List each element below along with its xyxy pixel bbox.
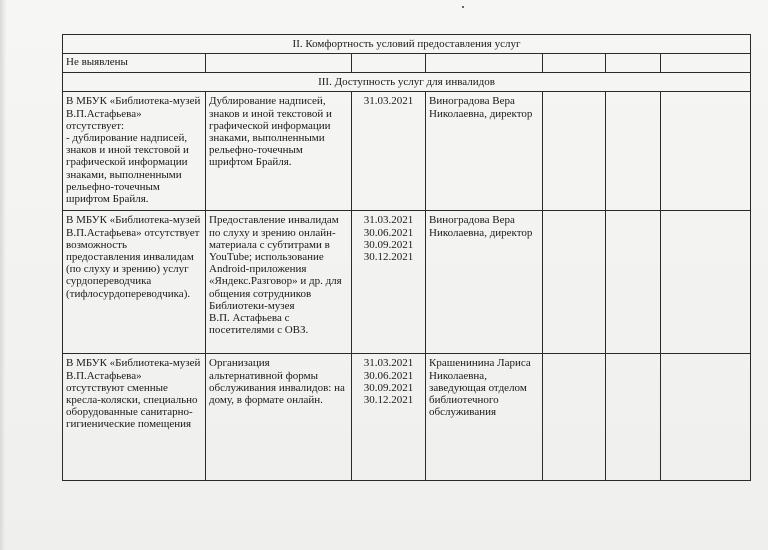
cell-empty <box>206 54 352 73</box>
cell-empty <box>543 92 606 211</box>
text-line: В.П. Астафьева с <box>209 312 290 325</box>
text-line: дому, в формате онлайн. <box>209 394 323 407</box>
cell-empty <box>661 54 751 73</box>
text-line: (по слуху и зрению) услуг <box>66 263 189 276</box>
date-line: 30.06.2021 <box>363 226 414 239</box>
table-row <box>63 92 751 211</box>
section-2-header-row <box>63 35 751 54</box>
text-line: по слуху и зрению онлайн- <box>209 226 336 239</box>
deficiency-cell <box>63 211 206 354</box>
cell-empty <box>543 54 606 73</box>
text-line: В МБУК «Библиотека-музей <box>66 95 201 108</box>
report-table <box>62 34 751 481</box>
text-line: сурдопереводчика <box>66 275 152 288</box>
responsible-cell <box>426 92 543 211</box>
text-line: обслуживания <box>429 406 497 419</box>
text-line: Предоставление инвалидам <box>209 214 339 227</box>
text-line: рельефно-точечным <box>66 180 160 193</box>
date-line: 30.09.2021 <box>363 381 414 394</box>
text-line: общения сотрудников <box>209 287 312 300</box>
text-line: Android-приложения <box>209 263 307 276</box>
text-line: (тифлосурдопереводчика). <box>66 287 191 300</box>
cell-empty <box>606 92 661 211</box>
text-line: знаков и иной текстовой и <box>209 107 332 120</box>
text-line: Николаевна, директор <box>429 226 533 239</box>
text-line: В.П.Астафьева» <box>66 107 142 120</box>
text-line: кресла-коляски, специально <box>66 394 198 407</box>
text-line: материала с субтитрами в <box>209 238 330 251</box>
date-line: 31.03.2021 <box>363 357 414 370</box>
date-line: 30.09.2021 <box>363 238 414 251</box>
text-line: Крашенинина Лариса <box>429 357 531 370</box>
date-line: 31.03.2021 <box>363 95 414 108</box>
text-line: графической информации <box>66 156 188 169</box>
measure-cell <box>206 354 352 481</box>
text-line: гигиенические помещения <box>66 418 192 431</box>
cell-empty <box>352 54 426 73</box>
measure-cell <box>206 92 352 211</box>
table-row <box>63 354 751 481</box>
cell-empty <box>606 211 661 354</box>
text-line: Библиотеки-музея <box>209 299 295 312</box>
text-line: шрифтом Брайля. <box>66 193 149 206</box>
text-line: альтернативной формы <box>209 369 318 382</box>
text-line: графической информации <box>209 119 331 132</box>
text-line: В МБУК «Библиотека-музей <box>66 357 201 370</box>
text-line: оборудованные санитарно- <box>66 406 193 419</box>
cell-empty <box>606 54 661 73</box>
text-line: Виноградова Вера <box>429 214 515 227</box>
cell-empty <box>426 54 543 73</box>
text-line: знаками, выполненными <box>66 168 182 181</box>
responsible-cell <box>426 211 543 354</box>
cell-empty <box>661 92 751 211</box>
section-3-header-row <box>63 73 751 92</box>
section-3-title: III. Доступность услуг для инвалидов <box>63 73 751 92</box>
text-line: шрифтом Брайля. <box>209 156 292 169</box>
deficiency-cell <box>63 92 206 211</box>
text-line: Николаевна, <box>429 369 487 382</box>
cell-not-found: Не выявлены <box>63 54 206 73</box>
cell-empty <box>661 354 751 481</box>
text-line: предоставления инвалидам <box>66 251 194 264</box>
text-line: отсутствуют сменные <box>66 381 168 394</box>
text-line: отсутствует: <box>66 119 125 132</box>
text-line: Организация <box>209 357 270 370</box>
text-line: Николаевна, директор <box>429 107 533 120</box>
date-line: 30.06.2021 <box>363 369 414 382</box>
text-line: Дублирование надписей, <box>209 95 326 108</box>
cell-empty <box>543 354 606 481</box>
text-line: знаков и иной текстовой и <box>66 144 189 157</box>
date-line: 30.12.2021 <box>363 251 414 264</box>
deadline-cell <box>352 92 426 211</box>
deficiency-cell <box>63 354 206 481</box>
date-line: 31.03.2021 <box>363 214 414 227</box>
measure-cell <box>206 211 352 354</box>
text-line: Виноградова Вера <box>429 95 515 108</box>
text-line: YouTube; использование <box>209 251 324 264</box>
text-line: заведующая отделом <box>429 381 527 394</box>
text-line: посетителями с ОВЗ. <box>209 324 309 337</box>
cell-empty <box>543 211 606 354</box>
text-line: В МБУК «Библиотека-музей <box>66 214 201 227</box>
deadline-cell <box>352 211 426 354</box>
text-line: обслуживания инвалидов: на <box>209 381 345 394</box>
text-line: возможность <box>66 238 127 251</box>
text-line: знаками, выполненными <box>209 132 325 145</box>
text-line: «Яндекс.Разговор» и др. для <box>209 275 342 288</box>
date-line: 30.12.2021 <box>363 394 414 407</box>
text-line: В.П.Астафьева» <box>66 369 142 382</box>
page-edge-shadow <box>0 0 6 550</box>
cell-empty <box>606 354 661 481</box>
deadline-cell <box>352 354 426 481</box>
section-2-title: II. Комфортность условий предоставления услуг <box>63 35 751 54</box>
section-2-data-row <box>63 54 751 73</box>
scan-speck <box>462 6 464 8</box>
responsible-cell <box>426 354 543 481</box>
text-line: библиотечного <box>429 394 499 407</box>
cell-empty <box>661 211 751 354</box>
text-line: - дублирование надписей, <box>66 132 188 145</box>
text-line: рельефно-точечным <box>209 144 303 157</box>
table-row <box>63 211 751 354</box>
text-line: В.П.Астафьева» отсутствует <box>66 226 200 239</box>
